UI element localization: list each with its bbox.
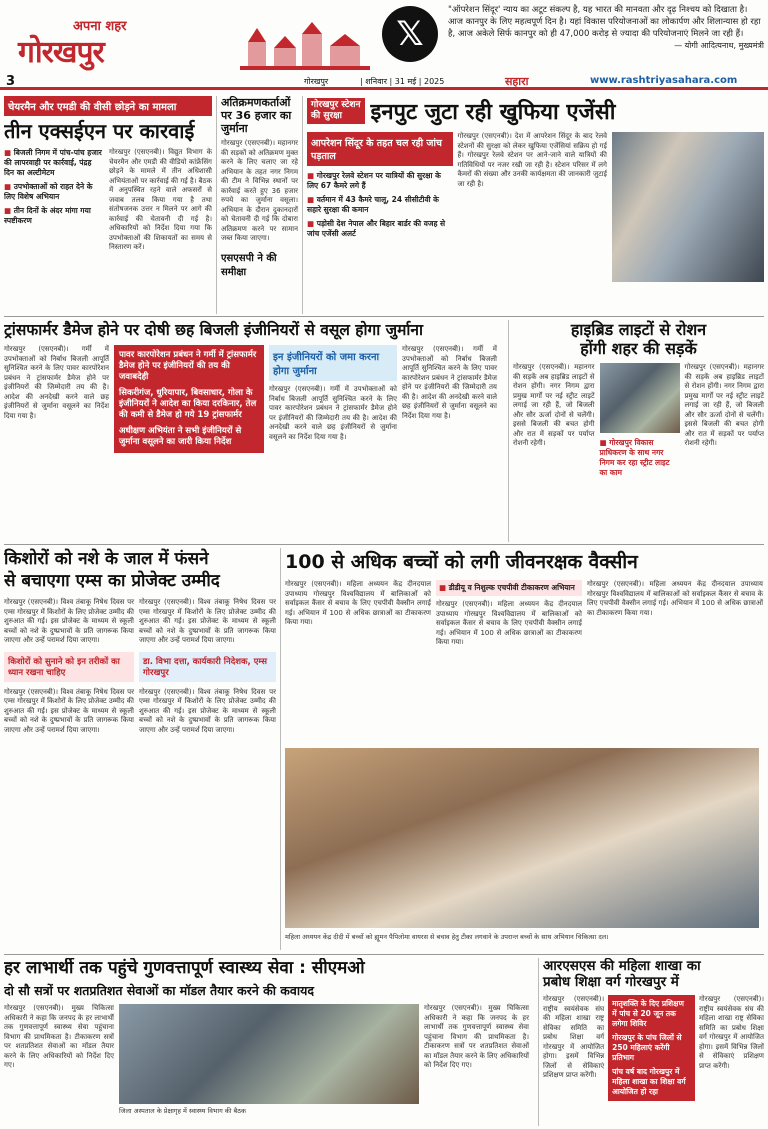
story6-body-4: गोरखपुर (एसएनबी)। विश्व तंबाकू निषेध दिवस पर एम्स गोरखपुर में किशोरों के लिए प्रोजेक्ट उम्मीद की शुरुआत की गई। इस प्रोजेक्ट के माध्यम से स्कूली बच्चों को नशे के दुष्प्रभावों के प्रति जागरूक किया जाएगा और उन्हें परामर्श दिया जाएगा।: [139, 687, 276, 734]
story9-headline: [543, 958, 764, 990]
vaccine-group-photo: [285, 748, 759, 928]
quote-text: "ऑपरेशन सिंदूर' न्याय का अटूट संकल्प है, यह भारत की मानवता और दृढ़ निश्चय को दिखाता है। आज कानपुर के लिए महत्वपूर्ण दिन है। यहां विकास परियोजनाओं का लोकार्पण और शिलान्यास हो रहा है, आज अकेले सिर्फ कानपुर को ही 47,000 करोड़ से ज्यादा की परियोजनाएं मिलने जा रही हैं।: [448, 5, 761, 39]
story6-red-callout: किशोरों को सुनाने को इन तरीकों का ध्यान रखना चाहिए: [4, 652, 134, 682]
story3-headline: इनपुट जुटा रही खुफिया एजेंसी: [370, 100, 616, 125]
story8-body: गोरखपुर (एसएनबी)। मुख्य चिकित्सा अधिकारी ने कहा कि जनपद के हर लाभार्थी तक गुणवत्तापूर्ण स्वास्थ्य सेवा पहुंचाना विभाग की प्राथमिकता है। टीकाकरण सत्रों पर शतप्रतिशत सेवाओं का मॉडल तैयार करने के लिए अधिकारियों को निर्देश दिए गए।: [4, 1004, 114, 1069]
logo-small: अपना शहर: [73, 19, 127, 34]
edition-city: गोरखपुर: [304, 77, 329, 86]
story8-caption: जिला अस्पताल के प्रेक्षागृह में स्वास्थ्य विभाग की बैठक: [119, 1107, 247, 1115]
story-cmo-health: [4, 958, 534, 1126]
story3-body: गोरखपुर (एसएनबी)। देश में आपरेशन सिंदूर के बाद रेलवे स्टेशनों की सुरक्षा को लेकर खुफिया एजेंसियां सक्रिय हो गई हैं। गोरखपुर रेलवे स्टेशन पर आने-जाने वाले यात्रियों की गतिविधियों पर नजर रखी जा रही है। स्टेशन परिसर में लगे कैमरों की संख्या और उनकी कार्यक्षमता की जानकारी जुटाई जा रही है।: [457, 132, 607, 188]
brand-name: सहारा: [505, 75, 529, 88]
logo: [18, 16, 238, 70]
cm-quote: [448, 4, 764, 52]
story7-body-2: गोरखपुर (एसएनबी)। महिला अध्ययन केंद्र दीनदयाल उपाध्याय गोरखपुर विश्वविद्यालय में बालिकाओं को सर्वाइकल कैंसर से बचाव के लिए एचपीवी वैक्सीन लगाई गई। अभियान में 100 से अधिक छात्राओं का टीकाकरण किया गया।: [436, 600, 582, 646]
street-light-photo: [600, 363, 680, 433]
story1-headline: तीन एक्सईएन पर कारवाई: [4, 119, 195, 143]
story6-body: गोरखपुर (एसएनबी)। विश्व तंबाकू निषेध दिवस पर एम्स गोरखपुर में किशोरों के लिए प्रोजेक्ट उम्मीद की शुरुआत की गई। इस प्रोजेक्ट के माध्यम से स्कूली बच्चों को नशे के दुष्प्रभावों के प्रति जागरूक किया जाएगा और उन्हें परामर्श दिया जाएगा।: [4, 598, 134, 644]
divider: [4, 316, 764, 317]
story6-body-3: गोरखपुर (एसएनबी)। विश्व तंबाकू निषेध दिवस पर एम्स गोरखपुर में किशोरों के लिए प्रोजेक्ट उम्मीद की शुरुआत की गई। इस प्रोजेक्ट के माध्यम से स्कूली बच्चों को नशे के दुष्प्रभावों के प्रति जागरूक किया जाएगा और उन्हें परामर्श दिया जाएगा।: [139, 598, 276, 644]
story2-subhead: एसएसपी ने की समीक्षा: [221, 252, 277, 278]
story4-bluebox: इन इंजीनियरों को जमा करना होगा जुर्माना: [269, 345, 397, 381]
story4-redbox-line: अधीक्षण अभियंता ने सभी इंजीनियरों से जुर्माना वसूलने का जारी किया निर्देश: [119, 426, 242, 447]
story7-bullet: ■ डीडीयू व निशुल्क एचपीवी टीकाकरण अभियान: [436, 580, 582, 596]
story-hpv-vaccine: [280, 548, 764, 950]
story4-redbox-line: सिकरीगंज, धुरियापार, बिवसाधार, गोला के इंजीनियरों ने आदेश का किया दरकिनार, तेल की कमी से डैमेज हो गये 19 ट्रांसफार्मर: [119, 388, 257, 420]
story4-redbox-line: पावर कारपोरेशन प्रबंधन ने गर्मी में ट्रांसफार्मर डैमेज होने पर इंजीनियरों की तय की जवाबदेही: [119, 350, 257, 382]
masthead: [0, 0, 768, 90]
story7-caption: महिला अध्ययन केंद्र दीदी में बच्चों को ह्यूमन पैपिलोमा वायरस से बचाव हेतु टीका लगवाने के उपरान्त बच्चों के साथ अभियान चिकित्सा दल।: [285, 933, 609, 941]
story-three-xen: [4, 96, 212, 314]
story5-bullet: ■ गोरखपुर विकास प्राधिकरण के साथ नगर निगम कर रहा स्ट्रीट लाइट का काम: [600, 438, 680, 478]
story8-headline: हर लाभार्थी तक पहुंचे गुणवत्तापूर्ण स्वास्थ्य सेवा : सीएमओ: [4, 958, 365, 978]
story7-body-3: गोरखपुर (एसएनबी)। महिला अध्ययन केंद्र दीनदयाल उपाध्याय गोरखपुर विश्वविद्यालय में बालिकाओं को सर्वाइकल कैंसर से बचाव के लिए एचपीवी वैक्सीन लगाई गई। अभियान में 100 से अधिक छात्राओं का टीकाकरण किया गया।: [587, 580, 763, 617]
story5-headline-bottom: होंगी शहर की सड़कें: [580, 339, 697, 358]
story7-headline: 100 से अधिक बच्चों को लगी जीवनरक्षक वैक्सीन: [285, 551, 638, 573]
page-number: 3: [6, 74, 16, 89]
story3-kicker-bottom: की सुरक्षा: [311, 111, 342, 121]
dateline-strip: [300, 74, 768, 88]
story9-redbox: [608, 995, 695, 1101]
story9-headline-top: आरएसएस की महिला शाखा का: [543, 958, 701, 974]
story-rss-women: [538, 958, 764, 1126]
story-hybrid-lights: [508, 320, 764, 542]
story5-body: गोरखपुर (एसएनबी)। महानगर की सड़कें अब हाइब्रिड लाइटों से रोशन होंगी। नगर निगम द्वारा प्रमुख मार्गों पर नई स्ट्रीट लाइटें लगाई जा रही हैं, जो बिजली और सौर ऊर्जा दोनों से चलेंगी। इससे बिजली की बचत होगी और रात में सड़कों पर पर्याप्त रोशनी रहेगी।: [513, 363, 595, 447]
story9-bullet: पांच वर्ष बाद गोरखपुर में महिला शाखा का शिक्षा वर्ग आयोजित हो रहा: [612, 1067, 686, 1096]
story7-body: गोरखपुर (एसएनबी)। महिला अध्ययन केंद्र दीनदयाल उपाध्याय गोरखपुर विश्वविद्यालय में बालिकाओं को सर्वाइकल कैंसर से बचाव के लिए एचपीवी वैक्सीन लगाई गई। अभियान में 100 से अधिक छात्राओं का टीकाकरण किया गया।: [285, 580, 431, 626]
story1-body: गोरखपुर (एसएनबी)। विद्युत विभाग के चेयरमैन और एमडी की वीडियो कांफ्रेंसिंग छोड़ने के मामले में तीन अधिशासी अभियंताओं पर कार्रवाई की गई है। बैठक में अनुपस्थित रहने वाले अफसरों से जवाब तलब किया गया है तथा संतोषजनक उत्तर न मिलने पर आगे की कार्रवाई की चेतावनी दी गई है। अधिकारियों को निर्देश दिया गया कि उपभोक्ताओं की शिकायतों का समय से निस्तारण करें।: [109, 148, 212, 251]
story5-headline: [513, 320, 764, 358]
story6-headline: [4, 548, 276, 592]
story8-body-2: गोरखपुर (एसएनबी)। मुख्य चिकित्सा अधिकारी ने कहा कि जनपद के हर लाभार्थी तक गुणवत्तापूर्ण स्वास्थ्य सेवा पहुंचाना विभाग की प्राथमिकता है। टीकाकरण सत्रों पर शतप्रतिशत सेवाओं का मॉडल तैयार करने के लिए अधिकारियों को निर्देश दिए गए।: [424, 1004, 529, 1069]
story3-kicker: [307, 98, 365, 124]
story3-bullet: ■ वर्तमान में 43 कैमरे चालू, 24 सीसीटीवी के सहारे सुरक्षा की कमान: [307, 195, 453, 215]
story2-kicker: अतिक्रमणकर्ताओं पर 36 हजार का जुर्माना: [221, 96, 292, 135]
story4-body-2: गोरखपुर (एसएनबी)। गर्मी में उपभोक्ताओं को निर्बाध बिजली आपूर्ति सुनिश्चित करने के लिए पावर कारपोरेशन प्रबंधन ने ट्रांसफार्मर डैमेज होने पर इंजीनियरों की जिम्मेदारी तय की है। आदेश की अनदेखी करने वाले छह इंजीनियरों से जुर्माना वसूलने का निर्देश दिया गया है।: [269, 385, 397, 441]
story2-body: गोरखपुर (एसएनबी)। महानगर की सड़कों को अतिक्रमण मुक्त करने के लिए चलाए जा रहे अभियान के तहत नगर निगम की टीम ने विभिन्न स्थानों पर कार्रवाई करते हुए 36 हजार रुपये का जुर्माना वसूला। अभियान के दौरान दुकानदारों को चेतावनी दी गई कि दोबारा अतिक्रमण करने पर सामान जब्त किया जाएगा।: [221, 139, 298, 242]
story4-redbox: [114, 345, 264, 453]
story4-body-3: गोरखपुर (एसएनबी)। गर्मी में उपभोक्ताओं को निर्बाध बिजली आपूर्ति सुनिश्चित करने के लिए पावर कारपोरेशन प्रबंधन ने ट्रांसफार्मर डैमेज होने पर इंजीनियरों की जिम्मेदारी तय की है। आदेश की अनदेखी करने वाले छह इंजीनियरों से जुर्माना वसूलने का निर्देश दिया गया है।: [402, 345, 497, 420]
story9-bullet: गोरखपुर के पांच जिलों से 250 महिलाएं करेंगी प्रतिभाग: [612, 1033, 682, 1062]
logo-title: गोरखपुर: [18, 35, 104, 70]
story6-blue-callout: डा. विभा दत्ता, कार्यकारी निदेशक, एम्स गोरखपुर: [139, 652, 276, 682]
website-link[interactable]: www.rashtriyasahara.com: [590, 75, 738, 86]
story3-bullet: ■ गोरखपुर रेलवे स्टेशन पर यात्रियों की सुरक्षा के लिए 67 कैमरे लगे हैं: [307, 171, 453, 191]
story1-bullet: ■ उपभोक्ताओं को राहत देने के लिए विशेष अभियान: [4, 182, 104, 202]
story9-bullet: मातृशक्ति के दिए प्रशिक्षण में पांच से 20 जून तक लगेगा शिविर: [612, 999, 684, 1028]
story4-body: गोरखपुर (एसएनबी)। गर्मी में उपभोक्ताओं को निर्बाध बिजली आपूर्ति सुनिश्चित करने के लिए पावर कारपोरेशन प्रबंधन ने ट्रांसफार्मर डैमेज होने पर इंजीनियरों की जिम्मेदारी तय की है। आदेश की अनदेखी करने वाले छह इंजीनियरों से जुर्माना वसूलने का निर्देश दिया गया है।: [4, 345, 109, 420]
quote-source: — योगी आदित्यनाथ, मुख्यमंत्री: [674, 41, 764, 50]
story3-kicker-top: गोरखपुर स्टेशन: [311, 100, 361, 110]
story-encroachment: [216, 96, 298, 314]
story1-bullet: ■ तीन दिनों के अंदर मांगा गया स्पष्टीकरण: [4, 206, 104, 226]
divider: [4, 544, 764, 545]
story8-subhead: दो सौ सत्रों पर शतप्रतिशत सेवाओं का मॉडल तैयार करने की कवायद: [4, 983, 314, 998]
story9-body-2: गोरखपुर (एसएनबी)। राष्ट्रीय स्वयंसेवक संघ की महिला शाखा राष्ट्र सेविका समिति का प्रबोध शिक्षा वर्ग गोरखपुर में आयोजित होगा। इसमें विभिन्न जिलों से सेविकाएं प्रशिक्षण प्राप्त करेंगी।: [698, 995, 764, 1070]
story6-body-2: गोरखपुर (एसएनबी)। विश्व तंबाकू निषेध दिवस पर एम्स गोरखपुर में किशोरों के लिए प्रोजेक्ट उम्मीद की शुरुआत की गई। इस प्रोजेक्ट के माध्यम से स्कूली बच्चों को नशे के दुष्प्रभावों के प्रति जागरूक किया जाएगा और उन्हें परामर्श दिया जाएगा।: [4, 687, 134, 734]
story5-body-2: गोरखपुर (एसएनबी)। महानगर की सड़कें अब हाइब्रिड लाइटों से रोशन होंगी। नगर निगम द्वारा प्रमुख मार्गों पर नई स्ट्रीट लाइटें लगाई जा रही हैं, जो बिजली और सौर ऊर्जा दोनों से चलेंगी। इससे बिजली की बचत होगी और रात में सड़कों पर पर्याप्त रोशनी रहेगी।: [684, 363, 764, 447]
divider: [4, 954, 764, 955]
story3-bullet: ■ पड़ोसी देश नेपाल और बिहार बार्डर की वजह से जांच एजेंसी अलर्ट: [307, 219, 453, 239]
story-aiims-umeed: [4, 548, 276, 950]
story9-headline-bottom: प्रबोध शिक्षा वर्ग गोरखपुर में: [543, 974, 679, 990]
story9-body: गोरखपुर (एसएनबी)। राष्ट्रीय स्वयंसेवक संघ की महिला शाखा राष्ट्र सेविका समिति का प्रबोध शिक्षा वर्ग गोरखपुर में आयोजित होगा। इसमें विभिन्न जिलों से सेविकाएं प्रशिक्षण प्राप्त करेंगी।: [543, 995, 605, 1079]
story6-headline-bottom: से बचाएगा एम्स का प्रोजेक्ट उम्मीद: [4, 571, 220, 591]
story5-headline-top: हाइब्रिड लाइटों से रोशन: [570, 320, 707, 339]
story1-bullet: ■ बिजली निगम में पांच-पांच हजार की लापरवाही पर कार्रवाई, पंद्रह दिन का अल्टीमेटम: [4, 148, 104, 178]
story3-redbox: आपरेशन सिंदूर के तहत चल रही जांच पड़ताल: [307, 132, 453, 166]
story-station-security: [302, 96, 764, 314]
story1-kicker: चेयरमैन और एमडी की वीसी छोड़ने का मामला: [4, 96, 212, 116]
story6-headline-top: किशोरों को नशे के जाल में फंसने: [4, 549, 209, 569]
story-transformer-fine: [4, 320, 504, 542]
temple-skyline-icon: [240, 22, 370, 72]
x-logo-icon: 𝕏: [382, 6, 438, 62]
story4-headline: ट्रांसफार्मर डैमेज होने पर दोषी छह बिजली इंजीनियरों से वसूल होगा जुर्माना: [4, 321, 424, 339]
health-meeting-photo: [119, 1004, 419, 1104]
station-photo: [612, 132, 764, 282]
edition-date: | शनिवार | 31 मई | 2025: [360, 77, 445, 86]
